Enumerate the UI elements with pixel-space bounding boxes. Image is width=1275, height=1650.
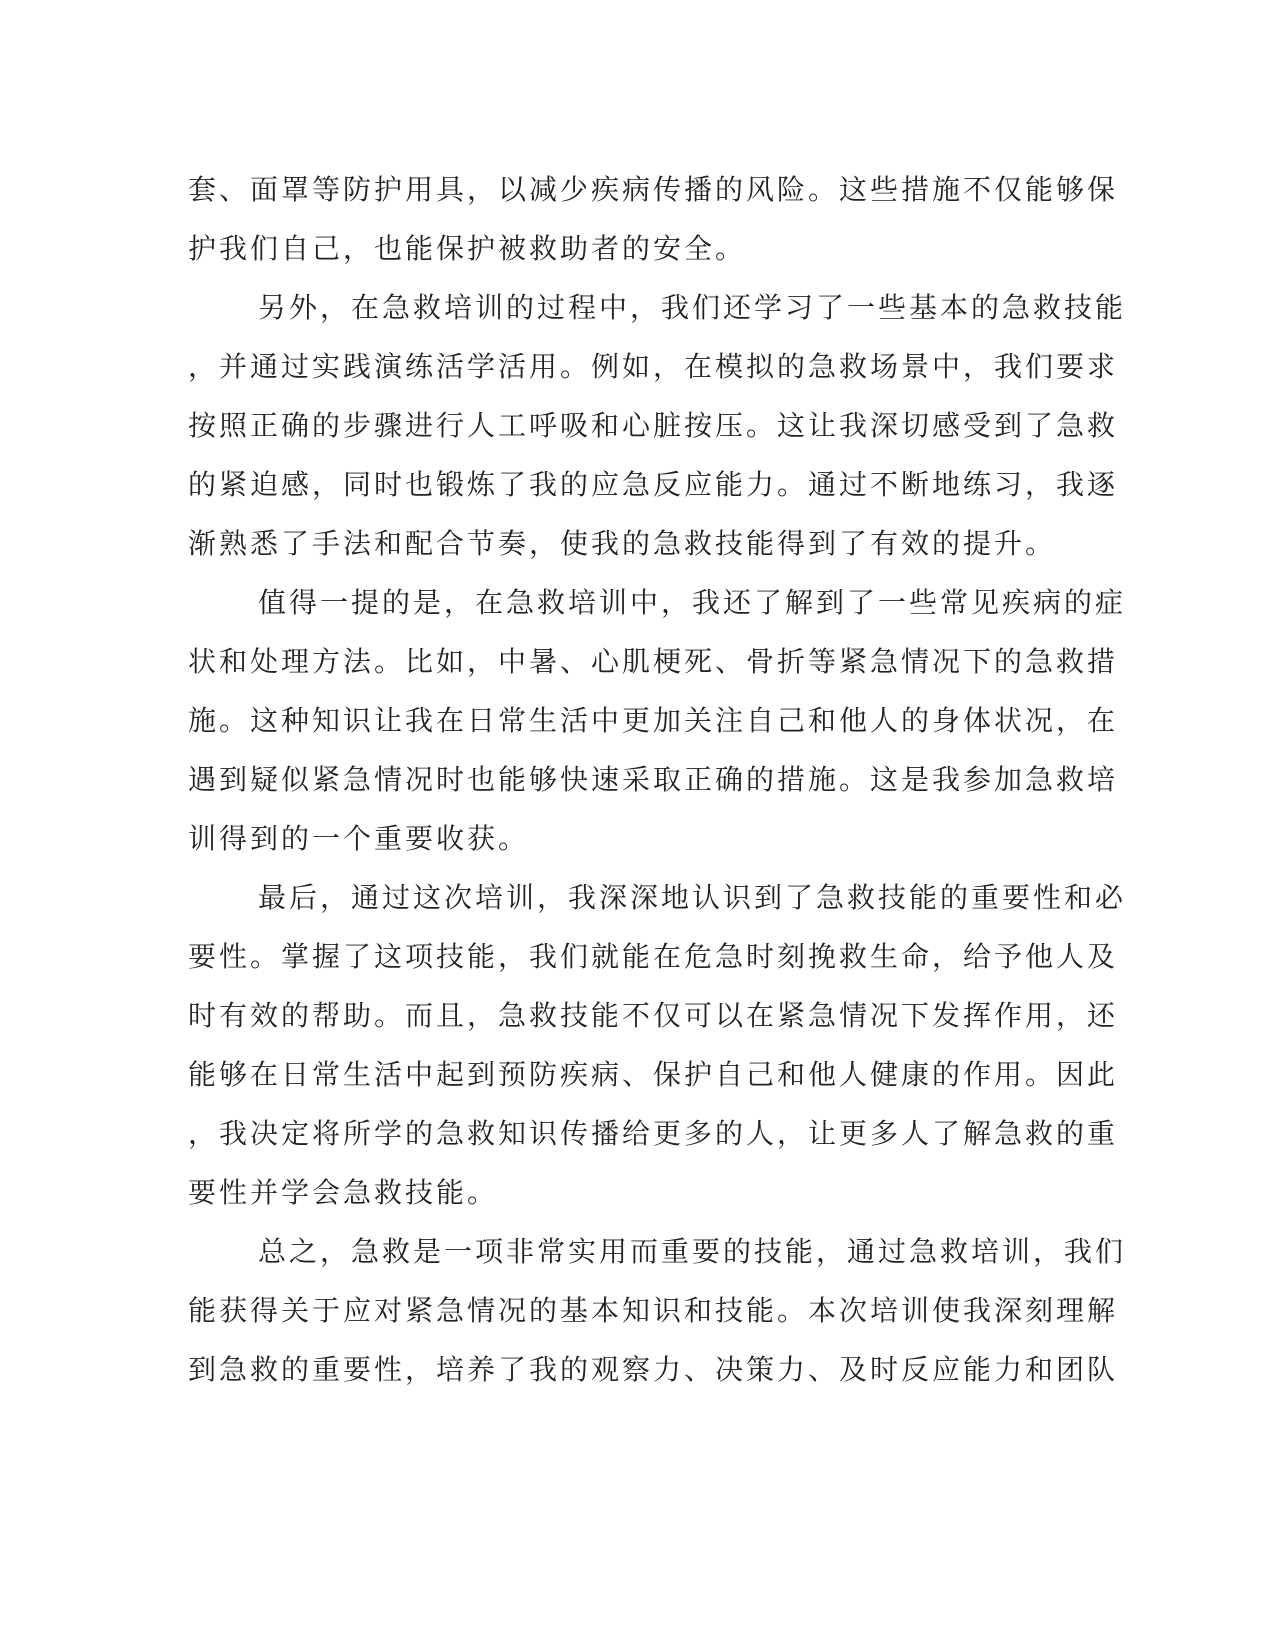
text-line: 套、面罩等防护用具，以减少疾病传播的风险。这些措施不仅能够保 xyxy=(188,173,1119,206)
text-line: ，我决定将所学的急救知识传播给更多的人，让更多人了解急救的重 xyxy=(188,1117,1119,1150)
text-line: 状和处理方法。比如，中暑、心肌梗死、骨折等紧急情况下的急救措 xyxy=(188,645,1119,678)
text-line: 时有效的帮助。而且，急救技能不仅可以在紧急情况下发挥作用，还 xyxy=(188,999,1119,1032)
text-line: ，并通过实践演练活学活用。例如，在模拟的急救场景中，我们要求 xyxy=(188,350,1119,383)
text-line: 遇到疑似紧急情况时也能够快速采取正确的措施。这是我参加急救培 xyxy=(188,763,1119,796)
paragraph-first-line: 另外，在急救培训的过程中，我们还学习了一些基本的急救技能 xyxy=(258,291,1127,324)
text-line: 到急救的重要性，培养了我的观察力、决策力、及时反应能力和团队 xyxy=(188,1353,1119,1386)
text-line: 施。这种知识让我在日常生活中更加关注自己和他人的身体状况，在 xyxy=(188,704,1119,737)
paragraph-first-line: 值得一提的是，在急救培训中，我还了解到了一些常见疾病的症 xyxy=(258,586,1127,619)
text-line: 的紧迫感，同时也锻炼了我的应急反应能力。通过不断地练习，我逐 xyxy=(188,468,1119,501)
paragraph-first-line: 总之，急救是一项非常实用而重要的技能，通过急救培训，我们 xyxy=(258,1235,1127,1268)
text-line: 渐熟悉了手法和配合节奏，使我的急救技能得到了有效的提升。 xyxy=(188,527,1057,560)
text-line: 能获得关于应对紧急情况的基本知识和技能。本次培训使我深刻理解 xyxy=(188,1294,1119,1327)
body-text xyxy=(188,160,1127,1399)
text-line: 护我们自己，也能保护被救助者的安全。 xyxy=(188,232,747,265)
text-line: 训得到的一个重要收获。 xyxy=(188,822,530,855)
text-line: 要性。掌握了这项技能，我们就能在危急时刻挽救生命，给予他人及 xyxy=(188,940,1119,973)
text-line: 要性并学会急救技能。 xyxy=(188,1176,499,1209)
paragraph-first-line: 最后，通过这次培训，我深深地认识到了急救技能的重要性和必 xyxy=(258,881,1127,914)
text-line: 按照正确的步骤进行人工呼吸和心脏按压。这让我深切感受到了急救 xyxy=(188,409,1119,442)
text-line: 能够在日常生活中起到预防疾病、保护自己和他人健康的作用。因此 xyxy=(188,1058,1119,1091)
